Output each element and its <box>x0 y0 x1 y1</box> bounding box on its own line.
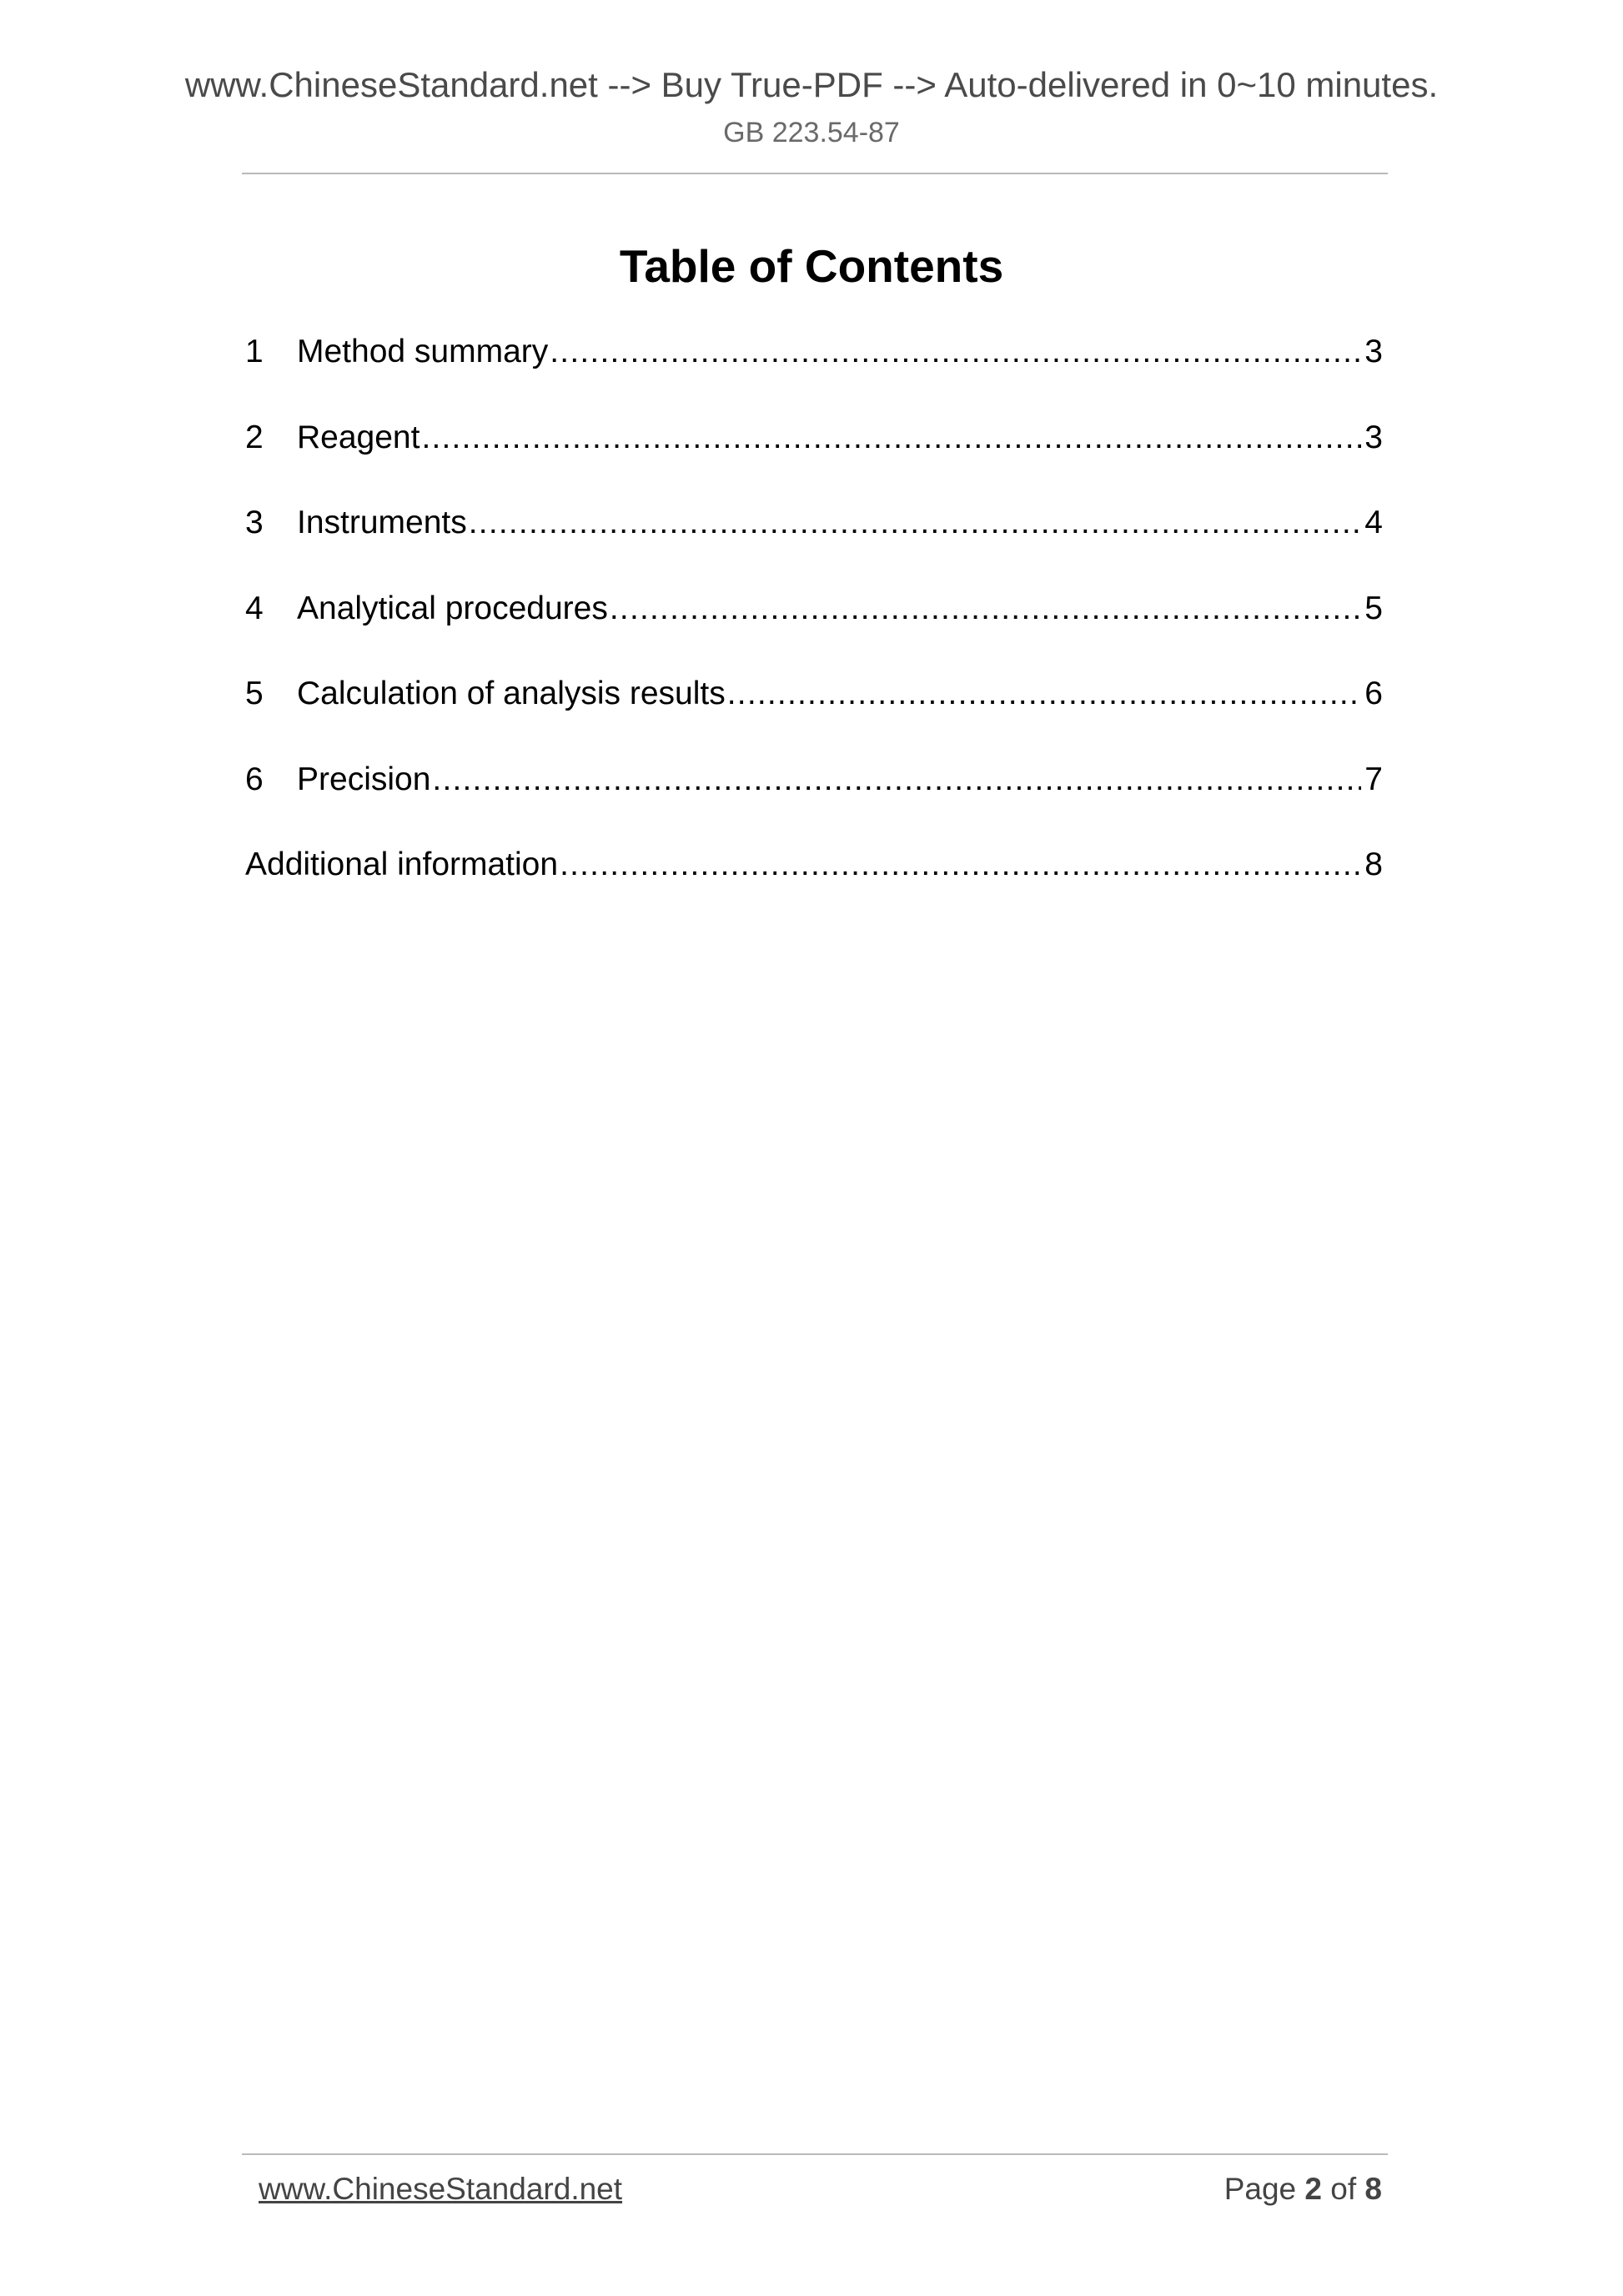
page-of: of <box>1330 2172 1357 2206</box>
toc-dot-leader <box>432 758 1361 801</box>
toc-dot-leader <box>560 843 1361 887</box>
toc-dot-leader <box>550 330 1361 374</box>
toc-entry-page: 4 <box>1364 505 1383 540</box>
page-indicator <box>1224 2172 1382 2207</box>
toc-entry-label: Analytical procedures <box>297 590 608 626</box>
toc-entry-page: 6 <box>1364 676 1383 711</box>
toc-dot-leader <box>610 587 1361 631</box>
toc-title: Table of Contents <box>619 240 1004 292</box>
header-banner: www.ChineseStandard.net --> Buy True-PDF --> Auto-delivered in 0~10 minutes. <box>184 65 1439 104</box>
toc-entry-page: 3 <box>1364 334 1383 369</box>
page-total: 8 <box>1364 2172 1382 2206</box>
toc-entry-number: 6 <box>245 761 264 797</box>
page-prefix: Page <box>1224 2172 1297 2206</box>
toc-entry-number: 3 <box>245 505 264 540</box>
toc-entry-precision[interactable] <box>245 758 1383 844</box>
toc-entry-page: 3 <box>1364 419 1383 455</box>
toc-entry-instruments[interactable] <box>245 501 1383 587</box>
toc-entry-label: Instruments <box>297 505 467 540</box>
toc-entry-number: 1 <box>245 334 264 369</box>
footer-divider <box>242 2153 1388 2155</box>
toc-entry-number: 2 <box>245 419 264 455</box>
toc-list <box>245 330 1383 929</box>
toc-entry-number: 5 <box>245 676 264 711</box>
toc-entry-analytical-procedures[interactable] <box>245 587 1383 673</box>
toc-entry-number: 4 <box>245 590 264 626</box>
toc-dot-leader <box>727 672 1362 716</box>
toc-entry-label: Reagent <box>297 419 420 455</box>
toc-entry-label: Precision <box>297 761 431 797</box>
standard-code: GB 223.54-87 <box>723 117 900 148</box>
toc-entry-method-summary[interactable] <box>245 330 1383 416</box>
toc-entry-page: 5 <box>1364 590 1383 626</box>
toc-entry-label: Additional information <box>245 847 559 882</box>
toc-dot-leader <box>469 501 1362 545</box>
toc-entry-label: Method summary <box>297 334 549 369</box>
toc-entry-page: 7 <box>1364 761 1383 797</box>
toc-entry-label: Calculation of analysis results <box>297 676 726 711</box>
footer-website-link[interactable]: www.ChineseStandard.net <box>259 2172 623 2206</box>
toc-entry-reagent[interactable] <box>245 416 1383 502</box>
toc-entry-page: 8 <box>1364 847 1383 882</box>
header-divider <box>242 173 1388 174</box>
toc-entry-additional-information[interactable] <box>245 843 1383 929</box>
toc-dot-leader <box>421 416 1361 460</box>
toc-entry-calculation-of-analysis-results[interactable] <box>245 672 1383 758</box>
page-current: 2 <box>1304 2172 1322 2206</box>
